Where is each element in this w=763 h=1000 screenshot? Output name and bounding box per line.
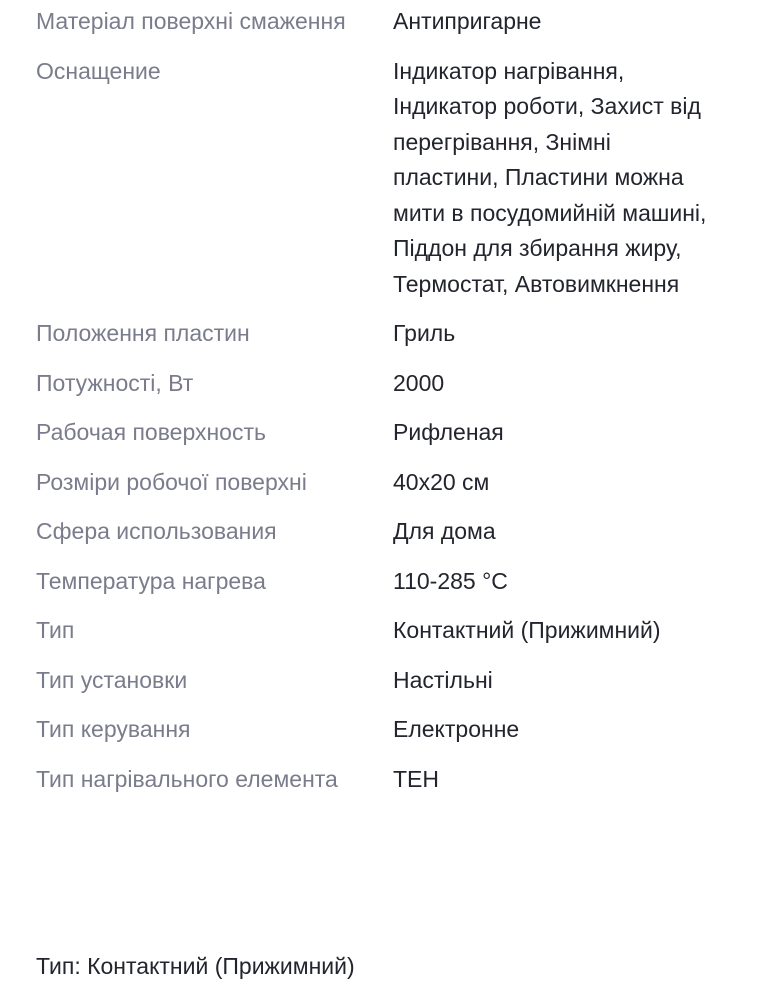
spec-label: Потужності, Вт [36, 369, 194, 396]
spec-value: 2000 [393, 369, 445, 396]
spec-label: Тип установки [36, 666, 188, 693]
spec-row [36, 316, 736, 352]
spec-value: ТЕН [393, 765, 439, 792]
spec-label: Температура нагрева [36, 567, 266, 594]
spec-label: Тип [36, 617, 75, 643]
spec-row [36, 415, 736, 451]
spec-label: Тип керування [36, 716, 191, 742]
spec-row [36, 366, 736, 402]
spec-row [36, 613, 736, 649]
spec-label: Положення пластин [36, 320, 250, 346]
spec-row [36, 712, 736, 748]
spec-label: Тип нагрівального елемента [36, 765, 338, 792]
specs-list [36, 4, 736, 811]
spec-value: 110-285 °C [393, 567, 508, 594]
spec-label: Матеріал поверхні смаження [36, 8, 346, 34]
spec-row [36, 4, 736, 40]
spec-label: Оснащение [36, 57, 161, 84]
spec-value: Антипригарне [393, 8, 542, 34]
spec-row [36, 663, 736, 699]
spec-row [36, 564, 736, 600]
spec-row [36, 54, 736, 303]
spec-value: 40x20 см [393, 468, 490, 495]
summary-text: Тип: Контактний (Прижимний) [36, 953, 355, 979]
spec-value: Контактний (Прижимний) [393, 617, 661, 643]
spec-value: Настільні [393, 666, 493, 693]
spec-value: Рифленая [393, 419, 504, 445]
spec-value: Індикатор нагрівання, Індикатор роботи, Захист від перегрівання, Знімні пластини, Пластини можна мити в посудомийній машині, Піддон для збирання жиру, Термостат, Автовимкнення [393, 57, 707, 297]
spec-value: Для дома [393, 518, 496, 544]
spec-value: Гриль [393, 320, 456, 346]
spec-row [36, 465, 736, 501]
spec-label: Рабочая поверхность [36, 419, 266, 445]
spec-value: Електронне [393, 716, 520, 742]
spec-row [36, 514, 736, 550]
spec-label: Розміри робочої поверхні [36, 468, 307, 495]
spec-row [36, 762, 736, 798]
spec-label: Сфера использования [36, 518, 277, 544]
